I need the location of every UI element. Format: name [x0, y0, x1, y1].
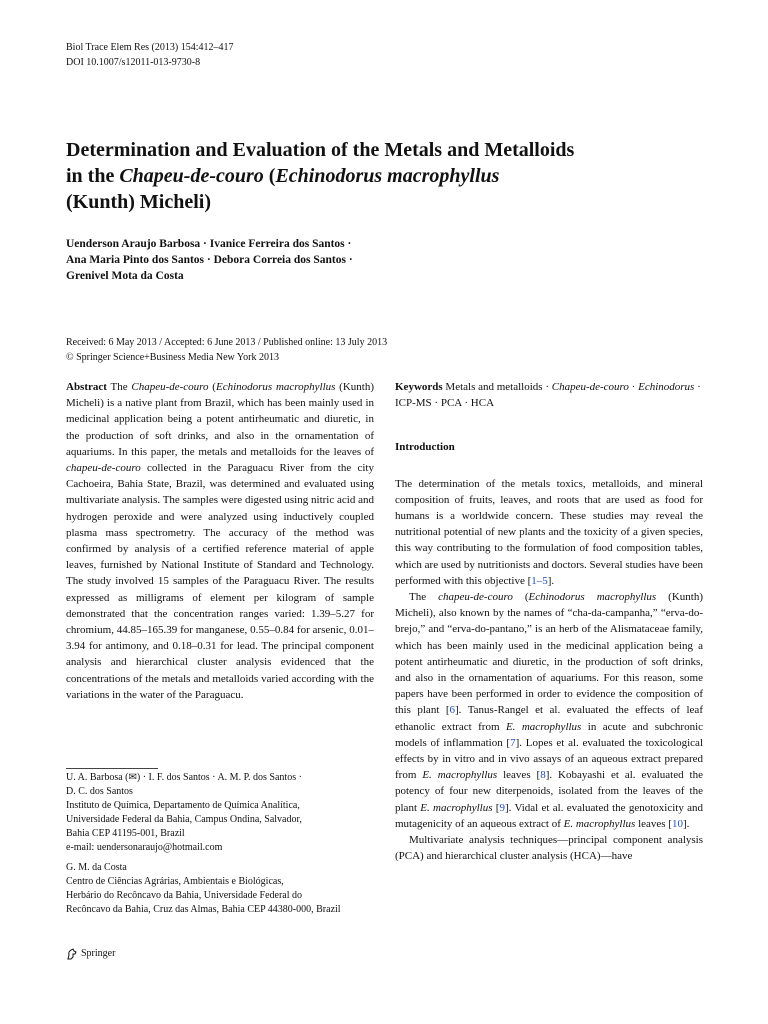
- received-accepted-published: Received: 6 May 2013 / Accepted: 6 June 2013 / Published online: 13 July 2013: [66, 337, 388, 348]
- abstract: [66, 379, 374, 703]
- page-footer: [66, 947, 115, 961]
- section-heading-introduction: Introduction: [395, 441, 455, 454]
- springer-horse-icon: [66, 948, 78, 960]
- citation-link[interactable]: 7: [510, 736, 516, 749]
- publication-dates: [66, 335, 387, 365]
- intro-paragraph-1: The determination of the metals toxics, metalloids, and mineral composition of fruits, leaves, and roots that are used as food for humans is a worldwide concern. These studies may reveal the nutritional potential of new plants and the toxicity of a given species, this way contributing to the formulation of food composition tables, which are used by nutritionists and doctors. Several studies have been performed with this objective [1–5].: [395, 477, 703, 587]
- journal-citation: Biol Trace Elem Res (2013) 154:412–417: [66, 42, 234, 53]
- author-list: [66, 236, 353, 284]
- footnote-divider: [66, 768, 158, 769]
- author-line: Grenivel Mota da Costa: [66, 270, 184, 282]
- citation-link[interactable]: 9: [499, 801, 505, 814]
- right-column: [395, 379, 703, 864]
- doi[interactable]: DOI 10.1007/s12011-013-9730-8: [66, 57, 201, 68]
- intro-paragraph-3: Multivariate analysis techniques—principal component analysis (PCA) and hierarchical cluster analysis (HCA)—have: [395, 834, 703, 863]
- abstract-text: Abstract The Chapeu-de-couro (Echinodorus macrophyllus (Kunth) Micheli) is a native plant from Brazil, which has been mainly used in medicinal application being a potent antirheumatic and diuretic, in the production of soft drinks, and also in the ornamentation of aquariums. In this paper, the metals and metalloids for the leaves of chapeu-de-couro collected in the Paraguacu River from the city Cachoeira, Bahia State, Brazil, was determined and evaluated using multivariate analysis. The samples were digested using nitric acid and hydrogen peroxide and were analyzed using inductively coupled plasma mass spectrometry. The accuracy of the method was confirmed by analysis of a certified reference material of apple leaves, furnished by National Institute of Standard and Technology. The study involved 15 samples of the Paraguacu River. The results expressed as milligrams of element per kilogram of sample demonstrated that the concentration ranges varied: 1.39–5.27 for chromium, 44.85–165.39 for manganese, 0.55–0.84 for arsenic, 0.01–3.94 for antimony, and 0.18–0.31 for lead. The principal component analysis and hierarchical cluster analysis evidenced that the concentrations of the metals and metalloids varied according with the variations in the water of the Paraguacu.: [66, 381, 375, 701]
- affiliation-1: U. A. Barbosa (✉) · I. F. dos Santos · A. M. P. dos Santos · D. C. dos Santos Instituto de Química, Departamento de Química Analítica, Universidade Federal da Bahia, Campus Ondina, Salvador, Bahia CEP 41195-001, Brazil e-mail: uendersonaraujo@hotmail.com: [66, 771, 374, 855]
- publisher-name: Springer: [81, 948, 116, 959]
- author-line: Ana Maria Pinto dos Santos · Debora Correia dos Santos ·: [66, 254, 353, 266]
- keywords-label: Keywords: [395, 381, 443, 393]
- intro-paragraph-2: The chapeu-de-couro (Echinodorus macrophyllus (Kunth) Micheli), also known by the names of “cha-da-campanha,” “erva-do-brejo,” and “erva-do-pantano,” is an herb of the Alismataceae family, which has been mainly used in the medicinal application being a potent antirheumatic and diuretic, in the production of soft drinks, and also in the ornamentation of aquariums. For this reason, some papers have been performed in order to evidence the composition of this plant [6]. Tanus-Rangel et al. evaluated the effects of leaf ethanolic extract from E. macrophyllus in acute and subchronic models of inflammation [7]. Lopes et al. evaluated the toxicological effects by in vitro and in vivo assays of an aqueous extract prepared from E. macrophyllus leaves [8]. Kobayashi et al. evaluated the potency of four new diterpenoids, isolated from the leaves of the plant E. macrophyllus [9]. Vidal et al. evaluated the genotoxicity and mutagenicity of an aqueous extract of E. macrophyllus leaves [10].: [395, 591, 704, 830]
- citation-link[interactable]: 1–5: [531, 574, 548, 587]
- citation-link[interactable]: 10: [671, 817, 683, 830]
- abstract-label: Abstract: [66, 381, 107, 393]
- affiliation-2: G. M. da Costa Centro de Ciências Agrárias, Ambientais e Biológicas, Herbário do Recôncavo da Bahia, Universidade Federal do Recôncavo da Bahia, Cruz das Almas, Bahia CEP 44380-000, Brazil: [66, 862, 341, 915]
- citation-link[interactable]: 8: [540, 769, 546, 782]
- author-email[interactable]: e-mail: uendersonaraujo@hotmail.com: [66, 842, 223, 853]
- citation-link[interactable]: 6: [449, 704, 456, 717]
- author-line: Uenderson Araujo Barbosa · Ivanice Ferreira dos Santos ·: [66, 238, 352, 250]
- article-title: Determination and Evaluation of the Metals and Metalloids in the Chapeu-de-couro (Echinodorus macrophyllus (Kunth) Micheli): [66, 139, 575, 213]
- journal-header: [66, 40, 234, 70]
- copyright: © Springer Science+Business Media New York 2013: [66, 352, 279, 363]
- keywords: Keywords Metals and metalloids · Chapeu-de-couro · Echinodorus · ICP-MS · PCA · HCA: [395, 381, 701, 410]
